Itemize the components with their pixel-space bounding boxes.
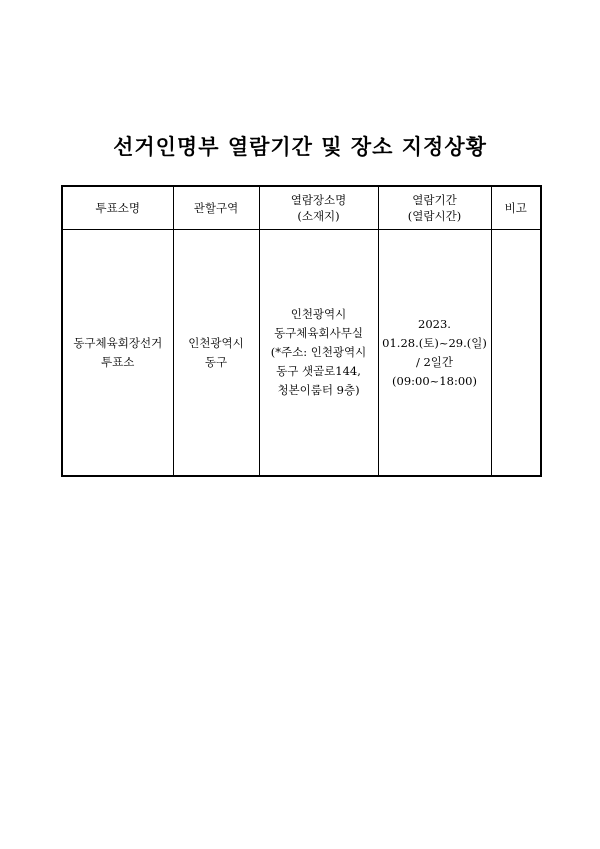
cell-period: 2023. 01.28.(토)~29.(일) / 2일간 (09:00~18:00) <box>378 230 491 477</box>
cell-polling-station: 동구체육회장선거 투표소 <box>62 230 173 477</box>
header-jurisdiction: 관할구역 <box>173 186 259 230</box>
cell-location: 인천광역시 동구체육회사무실 (*주소: 인천광역시 동구 샛골로144, 청본이룸터 9층) <box>259 230 378 477</box>
table-header-row <box>62 186 541 230</box>
cell-remarks <box>491 230 541 477</box>
cell-jurisdiction: 인천광역시 동구 <box>173 230 259 477</box>
header-location: 열람장소명 (소재지) <box>259 186 378 230</box>
header-remarks: 비고 <box>491 186 541 230</box>
document-title: 선거인명부 열람기간 및 장소 지정상황 <box>113 134 487 159</box>
inspection-schedule-table <box>61 185 542 477</box>
header-period: 열람기간 (열람시간) <box>378 186 491 230</box>
table-row <box>62 230 541 477</box>
header-polling-station: 투표소명 <box>62 186 173 230</box>
